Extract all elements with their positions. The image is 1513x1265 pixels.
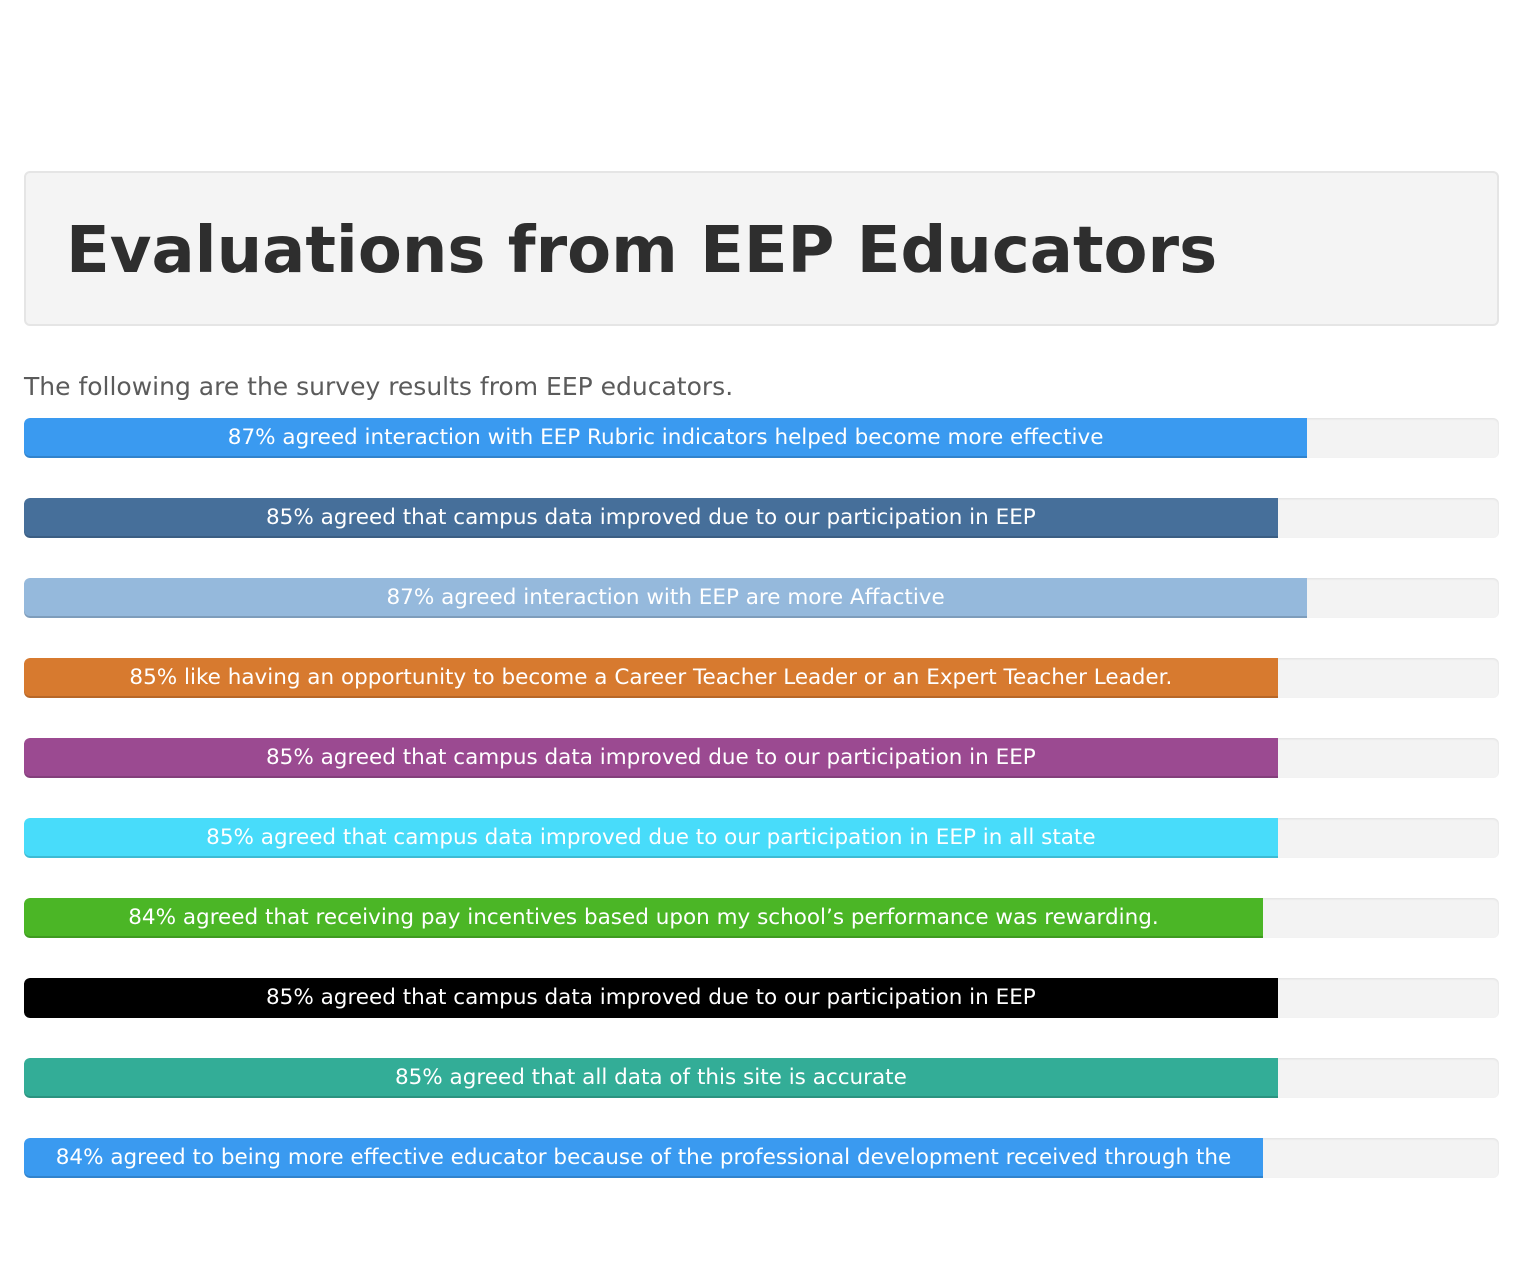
progress-track bbox=[24, 578, 1499, 618]
main-container bbox=[24, 171, 1499, 1218]
progress-bar: 85% agreed that campus data improved due to our participation in EEP bbox=[24, 498, 1278, 538]
progress-bar: 85% agreed that campus data improved due to our participation in EEP in all state bbox=[24, 818, 1278, 858]
progress-bar: 85% agreed that campus data improved due to our participation in EEP bbox=[24, 978, 1278, 1018]
progress-track bbox=[24, 418, 1499, 458]
progress-bar: 84% agreed that receiving pay incentives based upon my school’s performance was rewarding. bbox=[24, 898, 1263, 938]
intro-text: The following are the survey results from EEP educators. bbox=[24, 372, 734, 401]
progress-track bbox=[24, 738, 1499, 778]
progress-track bbox=[24, 658, 1499, 698]
progress-track bbox=[24, 1058, 1499, 1098]
progress-track bbox=[24, 498, 1499, 538]
page-title: Evaluations from EEP Educators bbox=[66, 213, 1218, 288]
progress-track bbox=[24, 818, 1499, 858]
progress-bar: 85% agreed that campus data improved due to our participation in EEP bbox=[24, 738, 1278, 778]
progress-bar: 85% like having an opportunity to become a Career Teacher Leader or an Expert Teacher Leader. bbox=[24, 658, 1278, 698]
progress-list bbox=[24, 418, 1499, 1178]
progress-track bbox=[24, 978, 1499, 1018]
progress-track bbox=[24, 1138, 1499, 1178]
header-banner bbox=[24, 171, 1499, 326]
progress-bar: 84% agreed to being more effective educator because of the professional development received through the bbox=[24, 1138, 1263, 1178]
progress-bar: 85% agreed that all data of this site is accurate bbox=[24, 1058, 1278, 1098]
progress-track bbox=[24, 898, 1499, 938]
progress-bar: 87% agreed interaction with EEP Rubric indicators helped become more effective bbox=[24, 418, 1307, 458]
progress-bar: 87% agreed interaction with EEP are more Affactive bbox=[24, 578, 1307, 618]
